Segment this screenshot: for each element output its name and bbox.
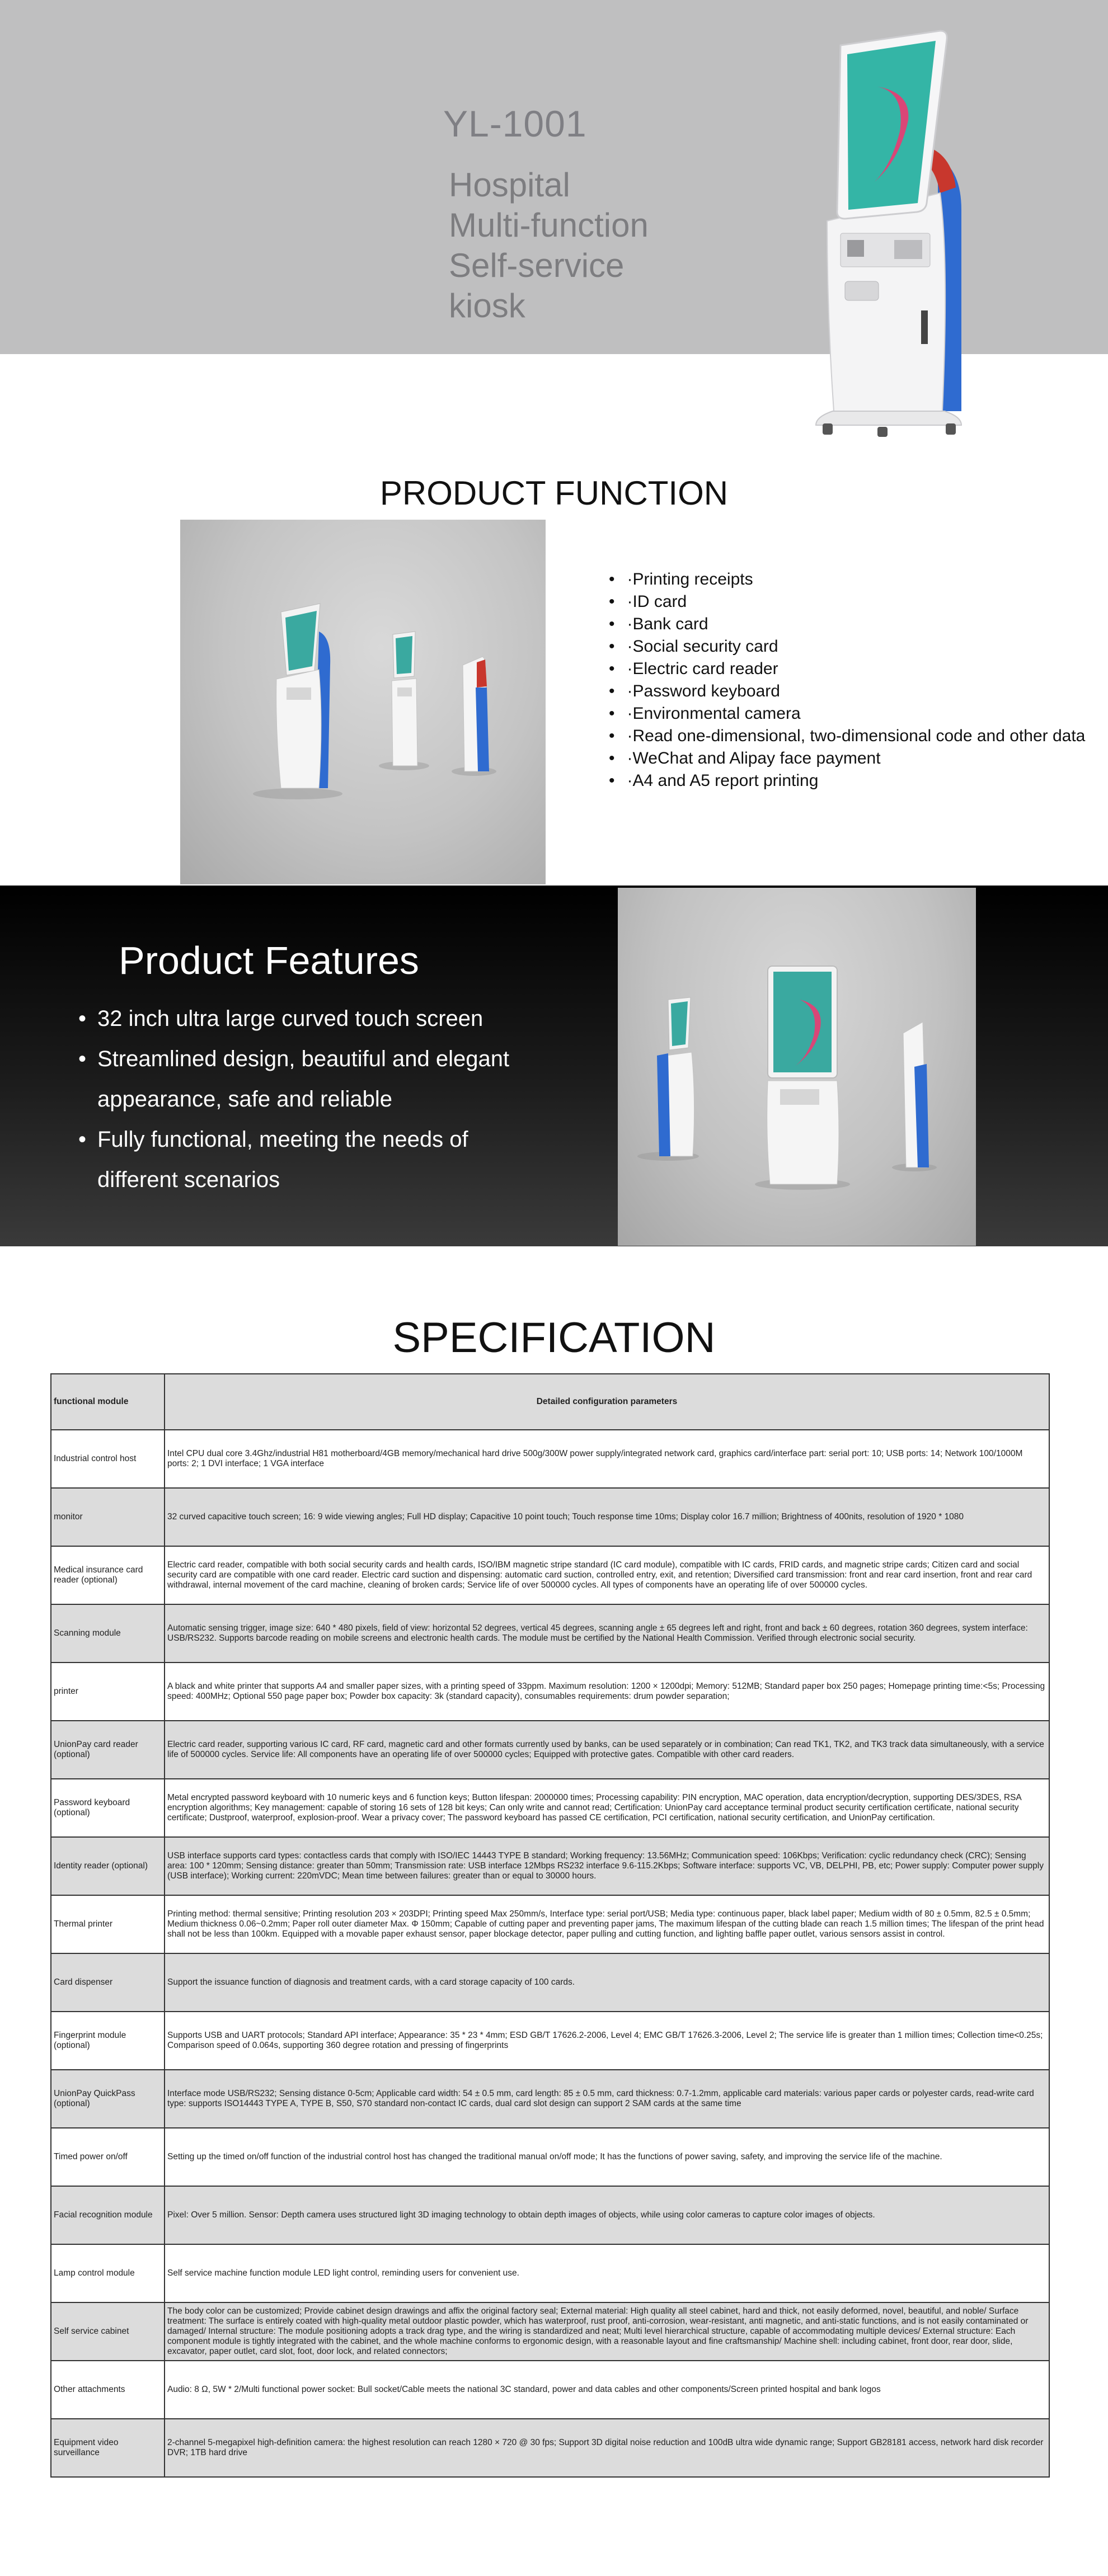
feature-item: • Streamlined design, beautiful and elegant appearance, safe and reliable: [78, 1039, 543, 1119]
table-row: [51, 1663, 1049, 1721]
subtitle-line: Hospital: [449, 166, 570, 204]
product-function-title: PRODUCT FUNCTION: [379, 474, 729, 512]
features-list: [78, 999, 543, 1200]
table-row: [51, 2012, 1049, 2070]
table-row: [51, 1430, 1049, 1488]
kiosk-trio-photo: [180, 520, 546, 884]
module-cell: monitor: [51, 1488, 165, 1546]
module-cell: UnionPay card reader (optional): [51, 1721, 165, 1779]
table-row: [51, 1895, 1049, 1953]
table-row: [51, 1837, 1049, 1895]
params-cell: Interface mode USB/RS232; Sensing distance 0-5cm; Applicable card width: 54 ± 0.5 mm, card length: 85 ± 0.5 mm, card thickness: 0.7-1.2mm, applicable card materials: various paper cards or polyester cards, read-write card type: supports ISO14443 TYPE A, TYPE B, S50, S70 standard non-contact IC cards, dual card slot design can support 2 SAM cards at the same time: [165, 2070, 1049, 2128]
params-cell: A black and white printer that supports A4 and smaller paper sizes, with a printing speed of 33ppm. Maximum resolution: 1200 × 1200dpi; Memory: 512MB; Standard paper box 250 pages; Homepage printing time:<5s; Processing speed: 400MHz; Optional 550 page paper box; Powder box capacity: 3k (standard capacity), consumables requirements: drum powder separation;: [165, 1663, 1049, 1721]
table-row: [51, 2070, 1049, 2128]
feature-item: • 32 inch ultra large curved touch screen: [78, 999, 543, 1039]
features-title: Product Features: [119, 939, 419, 982]
function-item: • ·Read one-dimensional, two-dimensional code and other data: [609, 725, 1085, 747]
module-cell: Other attachments: [51, 2361, 165, 2419]
function-item: • ·ID card: [609, 591, 1085, 613]
subtitle-line: Multi-function: [449, 206, 649, 244]
table-row: [51, 2361, 1049, 2419]
module-cell: printer: [51, 1663, 165, 1721]
params-cell: Self service machine function module LED light control, reminding users for convenient use.: [165, 2244, 1049, 2302]
params-cell: Intel CPU dual core 3.4Ghz/industrial H81 motherboard/4GB memory/mechanical hard drive 500g/300W power supply/integrated network card, graphics card/interface part: serial port: 10; USB ports: 14; Network 100/1000M ports: 2; 1 DVI interface; 1 VGA interface: [165, 1430, 1049, 1488]
module-cell: Lamp control module: [51, 2244, 165, 2302]
params-cell: Electric card reader, compatible with both social security cards and health cards, ISO/IBM magnetic stripe standard (IC card module), compatible with IC cards, FRID cards, and magnetic stripe cards; Citizen card and social security card are compatible with one card reader. Electric card suction and dispensing: automatic card suction, controlled entry, exit, and retention; Diversified card transmission: front and rear card insertion, front and rear card withdrawal, internal movement of the card machine, cleaning of broken cards; Service life of over 500000 cycles. All types of components have an operating life of over 500000 cycles.: [165, 1546, 1049, 1604]
params-cell: The body color can be customized; Provide cabinet design drawings and affix the original factory seal; External material: High quality all steel cabinet, hard and thick, not easily deformed, novel, beautiful, and noble/ Surface treatment: The surface is entirely coated with high-quality metal outdoor plastic powder, which has waterproof, rust proof, anti-corrosion, wear-resistant, anti magnetic, and anti-static functions, and is not easily contaminated or damaged/ Internal structure: The module positioning adopts a track drag type, and the wiring is standardized and neat; Multi level hierarchical structure, capable of accommodating multiple devices/ External structure: Each component module is tightly integrated with the cabinet, and the whole machine conforms to ergonomic design, with a reasonable layout and fine craftsmanship/ Machine shell: including cabinet, front door, rear door, slide, excavator, paper outlet, card slot, foot, door lock, and related connectors;: [165, 2302, 1049, 2361]
table-row: [51, 1488, 1049, 1546]
function-item: • ·Environmental camera: [609, 703, 1085, 725]
module-cell: Card dispenser: [51, 1953, 165, 2012]
specification-title: SPECIFICATION: [392, 1314, 716, 1362]
params-cell: 2-channel 5-megapixel high-definition camera: the highest resolution can reach 1280 × 720 @ 30 fps; Support 3D digital noise reduction and 100dB ultra wide dynamic range; Support GB28181 access, network hard disk recorder DVR; 1TB hard drive: [165, 2419, 1049, 2477]
table-row: [51, 2419, 1049, 2477]
params-cell: Printing method: thermal sensitive; Printing resolution 203 × 203DPI; Printing speed Max 250mm/s, Interface type: serial port/USB; Media type: continuous paper, black label paper; Medium width of 80 ± 0.5mm, 82.5 ± 0.5mm; Medium thickness 0.06~0.2mm; Paper roll outer diameter Max. Φ 150mm; Capable of cutting paper and preventing paper jams, The maximum lifespan of the cutting blade can reach 1.5 million times; The lifespan of the print head shall not be less than 100km. Equipped with a movable paper exhaust sensor, paper blockage detector, paper pulling and cutting function, and lighting baffle paper outlet, various sensors assist in control.: [165, 1895, 1049, 1953]
table-row: [51, 2128, 1049, 2186]
subtitle-line: Self-service: [449, 247, 625, 284]
params-cell: Support the issuance function of diagnosis and treatment cards, with a card storage capacity of 100 cards.: [165, 1953, 1049, 2012]
table-row: [51, 2186, 1049, 2244]
params-cell: USB interface supports card types: contactless cards that comply with ISO/IEC 14443 TYPE B standard; Working frequency: 13.56MHz; Communication speed: 106Kbps; Verification: cyclic redundancy check (CRC); Sensing area: 100 * 120mm; Sensing distance: greater than 50mm; Transmission rate: USB interface 12Mbps RS232 interface 9.6-115.2Kbps; Software interface: supports VC, VB, DELPHI, PB, etc; Power supply: Computer power supply (USB interface); Working current: 220mVDC; Mean time between failures: greater than or equal to 30000 hours.: [165, 1837, 1049, 1895]
table-row: [51, 1779, 1049, 1837]
module-cell: Industrial control host: [51, 1430, 165, 1488]
module-cell: Self service cabinet: [51, 2302, 165, 2361]
params-cell: Audio: 8 Ω, 5W * 2/Multi functional power socket: Bull socket/Cable meets the national 3C standard, power and data cables and other components/Screen printed hospital and bank logos: [165, 2361, 1049, 2419]
params-cell: Automatic sensing trigger, image size: 640 * 480 pixels, field of view: horizontal 52 degrees, vertical 45 degrees, scanning angle ± 65 degrees left and right, front and back ± 60 degrees, rotation 360 degrees, system interface: USB/RS232. Supports barcode reading on mobile screens and electronic health cards. The module must be certified by the National Health Commission. Verified through electronic social security.: [165, 1604, 1049, 1663]
module-cell: Medical insurance card reader (optional): [51, 1546, 165, 1604]
function-item: • ·Electric card reader: [609, 658, 1085, 680]
kiosk-group-image: [618, 888, 976, 1246]
function-item: • ·Password keyboard: [609, 680, 1085, 703]
module-cell: Fingerprint module (optional): [51, 2012, 165, 2070]
table-header-row: [51, 1374, 1049, 1430]
product-subtitle: [449, 165, 649, 326]
module-cell: UnionPay QuickPass (optional): [51, 2070, 165, 2128]
model-number: YL-1001: [443, 103, 587, 144]
table-row: [51, 1546, 1049, 1604]
module-cell: Password keyboard (optional): [51, 1779, 165, 1837]
kiosk-image: [794, 25, 995, 450]
column-header: functional module: [51, 1374, 165, 1430]
params-cell: Metal encrypted password keyboard with 10 numeric keys and 6 function keys; Button lifespan: 2000000 times; Processing capability: PIN encryption, MAC operation, data encryption/decryption, supporting DES/3DES, RSA encryption algorithms; Key management: capable of storing 16 sets of 128 bit keys; Can only write and cannot read; Certification: UnionPay card acceptance terminal product security certification certificate, national security certificate; Dustproof, waterproof, explosion-proof. Wear a privacy cover; The password keyboard has passed CE certification, PCI certification, national security certification, and UnionPay certification.: [165, 1779, 1049, 1837]
module-cell: Thermal printer: [51, 1895, 165, 1953]
params-cell: Electric card reader, supporting various IC card, RF card, magnetic card and other formats currently used by banks, can be used separately or in combination; Can read TK1, TK2, and TK3 track data simultaneously, with a service life of 500000 cycles. Service life: All components have an operating life of over 500000 cycles; Equipped with protective gates. Compatible with other card readers.: [165, 1721, 1049, 1779]
module-cell: Equipment video surveillance: [51, 2419, 165, 2477]
function-item: • ·Printing receipts: [609, 568, 1085, 591]
function-item: • ·Bank card: [609, 613, 1085, 635]
module-cell: Identity reader (optional): [51, 1837, 165, 1895]
specification-table: [50, 1373, 1050, 2478]
kiosk-group-photo: [618, 888, 976, 1246]
table-row: [51, 2244, 1049, 2302]
params-cell: Supports USB and UART protocols; Standard API interface; Appearance: 35 * 23 * 4mm; ESD GB/T 17626.2-2006, Level 4; EMC GB/T 17626.3-2006, Level 2; The service life is greater than 1 million times; Collection time<0.25s; Comparison speed of 0.064s, supporting 360 degree rotation and pressing of fingerprints: [165, 2012, 1049, 2070]
table-row: [51, 1953, 1049, 2012]
table-row: [51, 1721, 1049, 1779]
column-header: Detailed configuration parameters: [165, 1374, 1049, 1430]
params-cell: Pixel: Over 5 million. Sensor: Depth camera uses structured light 3D imaging technology to obtain depth images of objects, while using color cameras to capture color images of objects.: [165, 2186, 1049, 2244]
params-cell: 32 curved capacitive touch screen; 16: 9 wide viewing angles; Full HD display; Capacitive 10 point touch; Touch response time 10ms; Display color 16.7 million; Brightness of 400nits, resolution of 1920 * 1080: [165, 1488, 1049, 1546]
function-item: • ·A4 and A5 report printing: [609, 770, 1085, 792]
hero-banner: [0, 0, 1108, 354]
feature-item: • Fully functional, meeting the needs of different scenarios: [78, 1119, 543, 1200]
kiosk-trio-image: [180, 520, 546, 884]
subtitle-line: kiosk: [449, 287, 525, 324]
module-cell: Scanning module: [51, 1604, 165, 1663]
module-cell: Facial recognition module: [51, 2186, 165, 2244]
function-item: • ·WeChat and Alipay face payment: [609, 747, 1085, 770]
table-row: [51, 2302, 1049, 2361]
function-list: [609, 568, 1085, 792]
table-row: [51, 1604, 1049, 1663]
function-item: • ·Social security card: [609, 635, 1085, 658]
params-cell: Setting up the timed on/off function of the industrial control host has changed the traditional manual on/off mode; It has the functions of power saving, safety, and improving the service life of the machine.: [165, 2128, 1049, 2186]
module-cell: Timed power on/off: [51, 2128, 165, 2186]
